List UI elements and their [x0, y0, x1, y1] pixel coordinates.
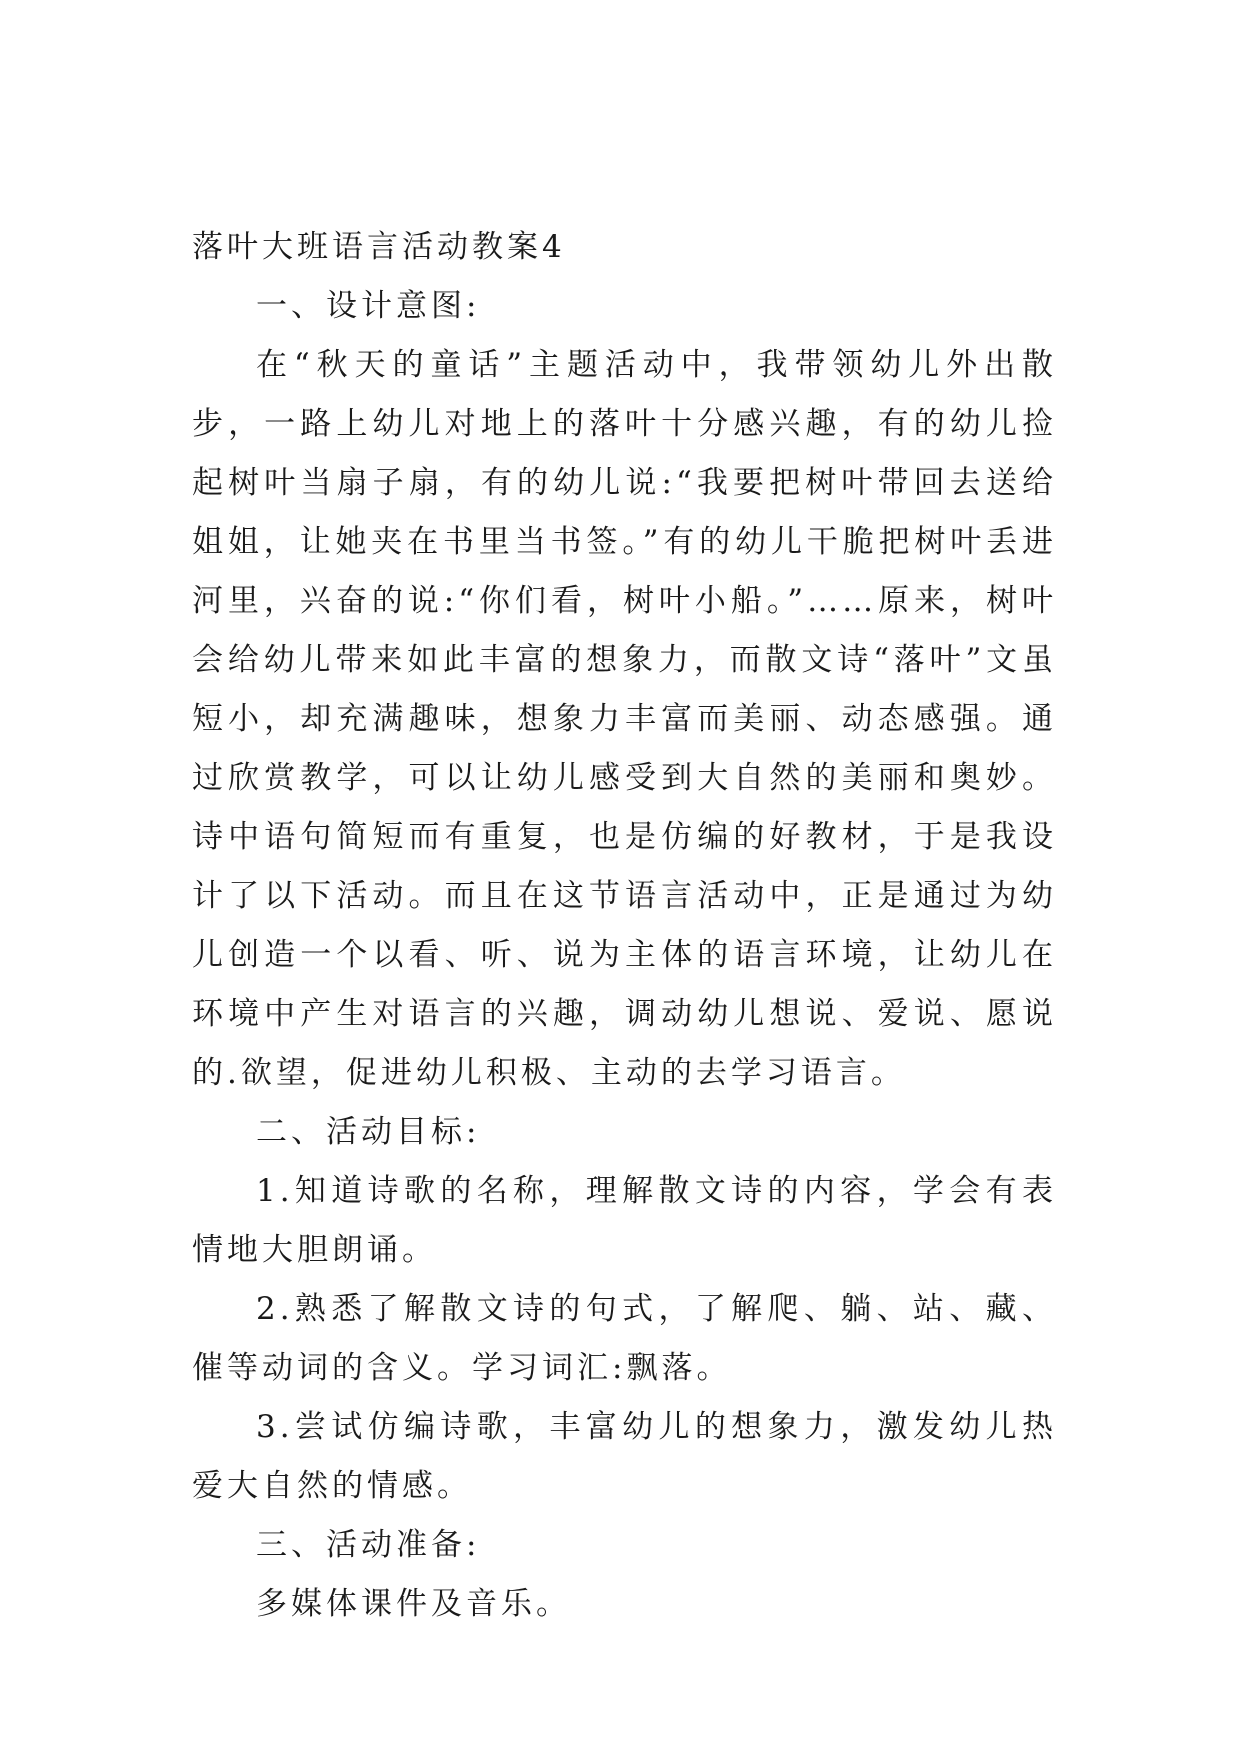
- section-heading-goals: 二、活动目标:: [256, 1114, 481, 1150]
- document-body: [192, 218, 1057, 1634]
- goal-item-2: 2.熟悉了解散文诗的句式，了解爬、躺、站、藏、催等动词的含义。学习词汇:飘落。: [192, 1291, 1057, 1386]
- section-heading-preparation: 三、活动准备:: [256, 1527, 481, 1563]
- goal-item-3: 3.尝试仿编诗歌，丰富幼儿的想象力，激发幼儿热爱大自然的情感。: [192, 1409, 1057, 1504]
- goal-item-1: 1.知道诗歌的名称，理解散文诗的内容，学会有表情地大胆朗诵。: [192, 1173, 1057, 1268]
- document-title: 落叶大班语言活动教案4: [192, 229, 566, 265]
- paragraph-design-intent: 在“秋天的童话”主题活动中，我带领幼儿外出散步，一路上幼儿对地上的落叶十分感兴趣，有的幼儿捡起树叶当扇子扇，有的幼儿说:“我要把树叶带回去送给姐姐，让她夹在书里当书签。”有的幼儿干脆把树叶丢进河里，兴奋的说:“你们看，树叶小船。”……原来，树叶会给幼儿带来如此丰富的想象力，而散文诗“落叶”文虽短小，却充满趣味，想象力丰富而美丽、动态感强。通过欣赏教学，可以让幼儿感受到大自然的美丽和奥妙。诗中语句简短而有重复，也是仿编的好教材，于是我设计了以下活动。而且在这节语言活动中，正是通过为幼儿创造一个以看、听、说为主体的语言环境，让幼儿在环境中产生对语言的兴趣，调动幼儿想说、爱说、愿说的.欲望，促进幼儿积极、主动的去学习语言。: [192, 347, 1057, 1091]
- preparation-text: 多媒体课件及音乐。: [256, 1586, 571, 1622]
- section-heading-design-intent: 一、设计意图:: [256, 288, 481, 324]
